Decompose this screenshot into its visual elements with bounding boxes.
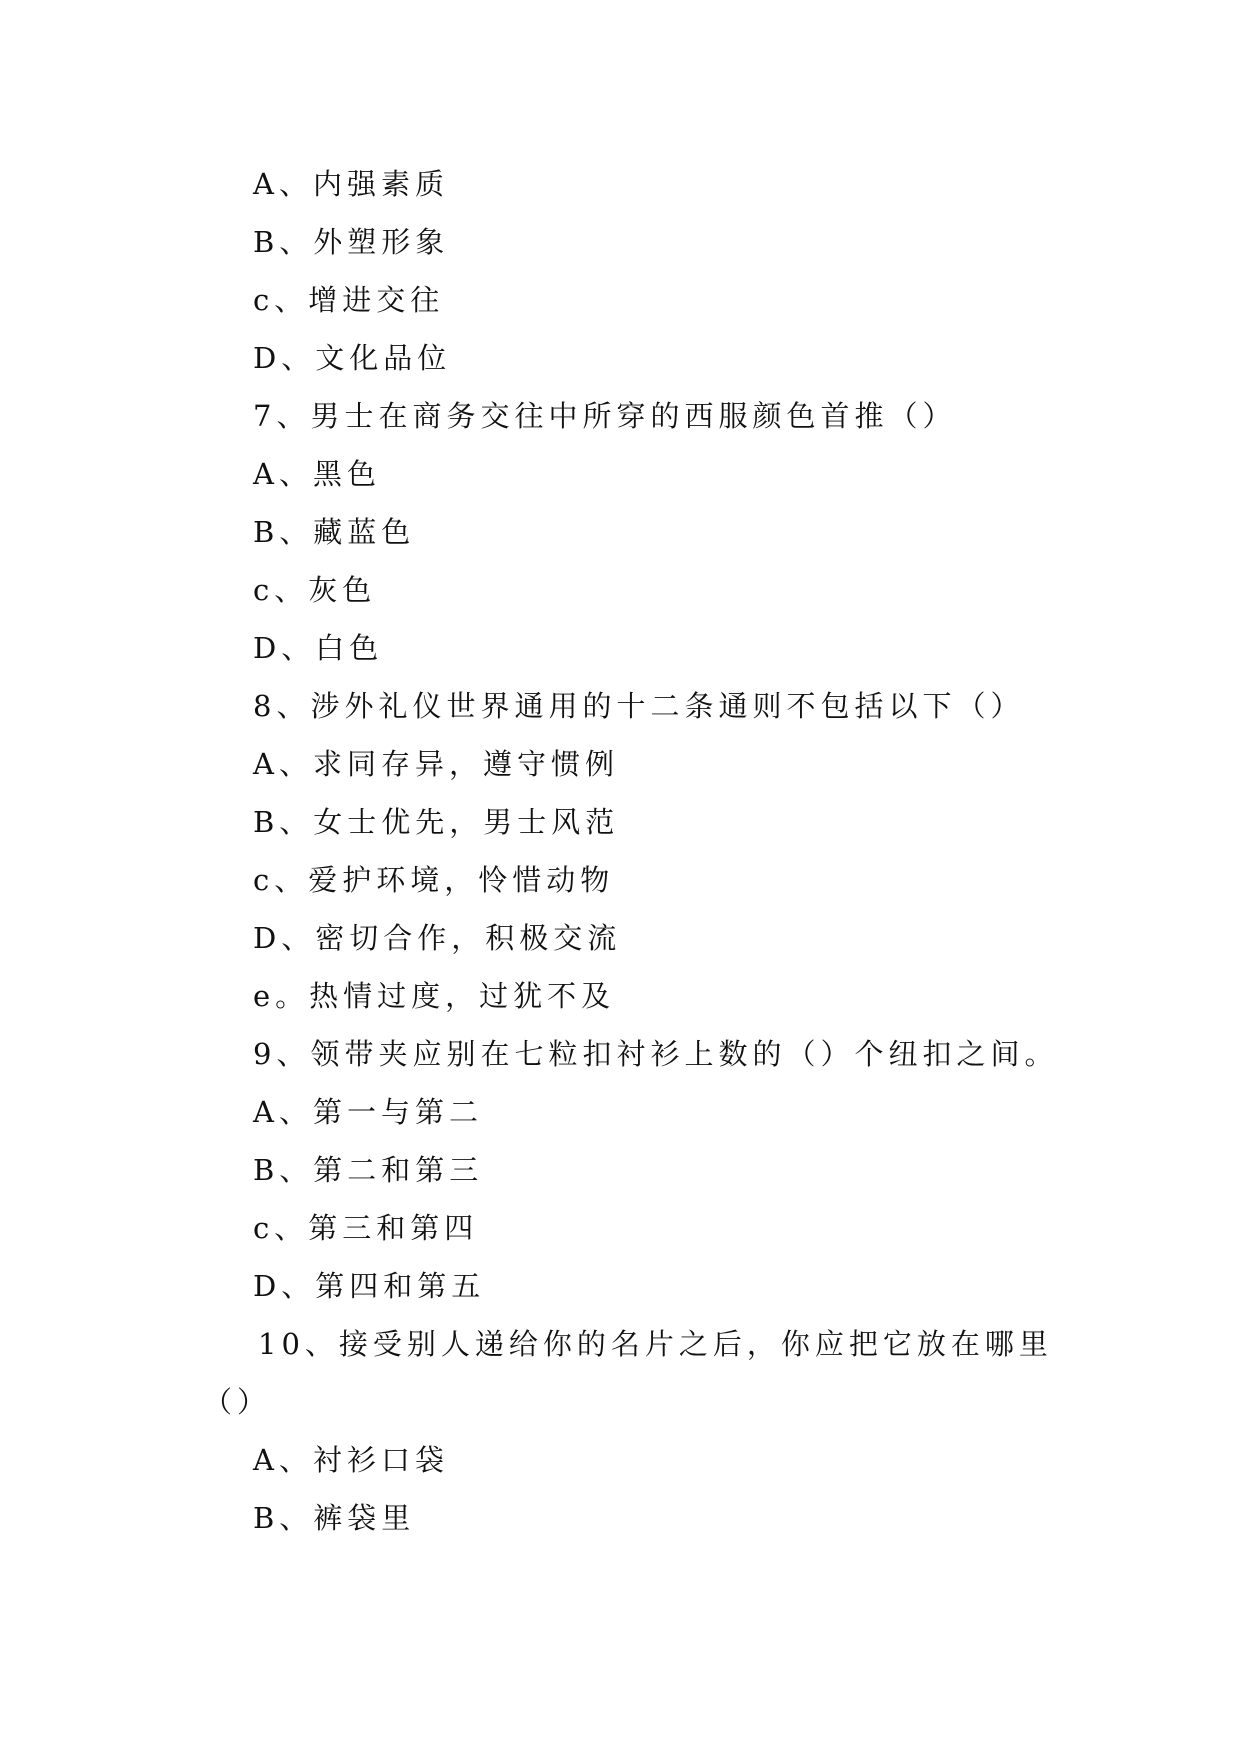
q8-option-c: c、爱护环境，怜惜动物 [253,863,615,897]
question-10: 10、接受别人递给你的名片之后，你应把它放在哪里 [258,1327,1053,1361]
question-7: 7、男士在商务交往中所穿的西服颜色首推（） [253,399,957,433]
question-9: 9、领带夹应别在七粒扣衬衫上数的（）个纽扣之间。 [253,1037,1059,1071]
q8-option-b: B、女士优先，男士风范 [253,805,620,839]
q10-option-b: B、裤袋里 [253,1501,416,1535]
option-b-line: B、外塑形象 [253,225,450,259]
q8-option-e: e。热情过度，过犹不及 [253,979,616,1013]
q7-option-d: D、白色 [253,631,384,665]
q9-option-a: A、第一与第二 [253,1095,483,1129]
q9-option-c: c、第三和第四 [253,1211,479,1245]
question-10-continuation: （） [203,1385,272,1419]
q9-option-b: B、第二和第三 [253,1153,484,1187]
option-c-line: c、增进交往 [253,283,445,317]
question-8: 8、涉外礼仪世界通用的十二条通则不包括以下（） [253,689,1025,723]
q8-option-d: D、密切合作，积极交流 [253,921,622,955]
q8-option-a: A、求同存异，遵守惯例 [253,747,619,781]
q7-option-c: c、灰色 [253,573,377,607]
q9-option-d: D、第四和第五 [253,1269,486,1303]
q7-option-b: B、藏蓝色 [253,515,416,549]
q7-option-a: A、黑色 [253,457,381,491]
option-a-line: A、内强素质 [253,167,449,201]
option-d-line: D、文化品位 [253,341,452,375]
q10-option-a: A、衬衫口袋 [253,1443,449,1477]
